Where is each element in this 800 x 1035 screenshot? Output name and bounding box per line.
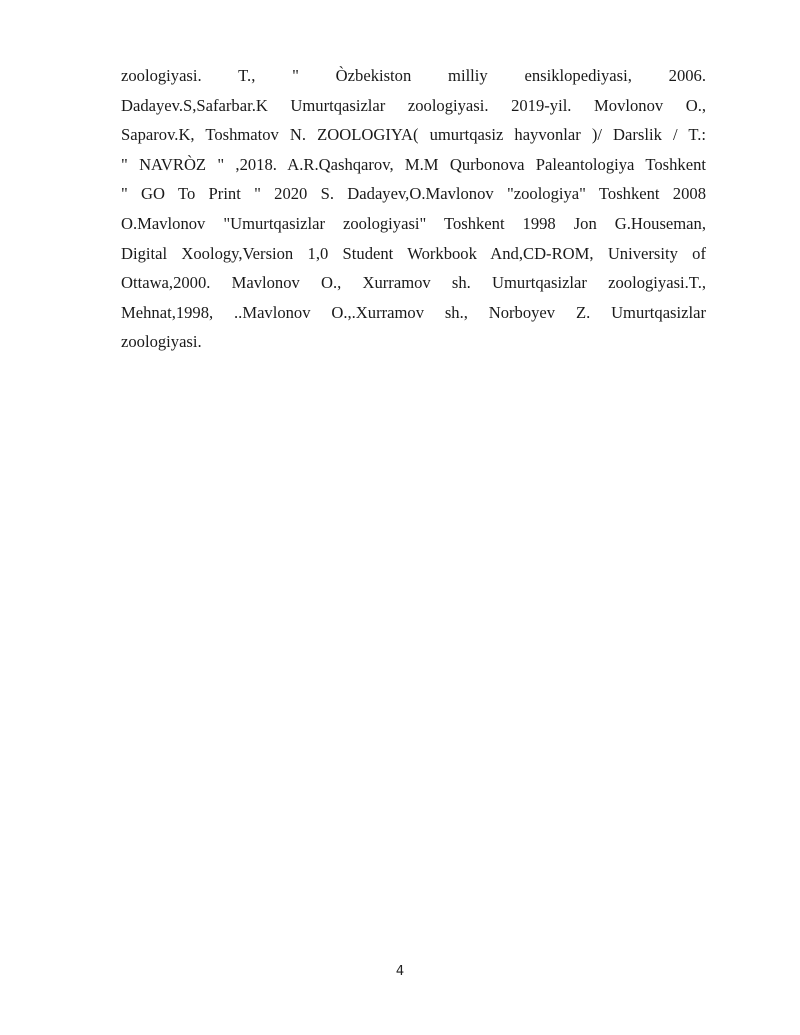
paragraph-line: zoologiyasi. [121, 332, 202, 352]
paragraph-line: Ottawa,2000. Mavlonov O., Xurramov sh. Umurtqasizlar zoologiyasi.T., [121, 273, 706, 293]
paragraph-line: Saparov.K, Toshmatov N. ZOOLOGIYA( umurtqasiz hayvonlar )/ Darslik / T.: [121, 125, 706, 145]
paragraph-line: " NAVRÒZ " ,2018. A.R.Qashqarov, M.M Qurbonova Paleantologiya Toshkent [121, 154, 706, 174]
page-number: 4 [395, 964, 405, 979]
references-paragraph [121, 61, 706, 357]
paragraph-line: Dadayev.S,Safarbar.K Umurtqasizlar zoologiyasi. 2019-yil. Movlonov O., [121, 95, 706, 115]
paragraph-line: " GO To Print " 2020 S. Dadayev,O.Mavlonov "zoologiya" Toshkent 2008 [121, 184, 706, 204]
paragraph-line: Digital Xoology,Version 1,0 Student Workbook And,CD-ROM, University of [121, 243, 706, 263]
paragraph-line: O.Mavlonov "Umurtqasizlar zoologiyasi" Toshkent 1998 Jon G.Houseman, [121, 213, 706, 233]
paragraph-line: zoologiyasi. T., " Òzbekiston milliy ensiklopediyasi, 2006. [121, 66, 706, 85]
paragraph-line: Mehnat,1998, ..Mavlonov O.,.Xurramov sh., Norboyev Z. Umurtqasizlar [121, 302, 706, 322]
